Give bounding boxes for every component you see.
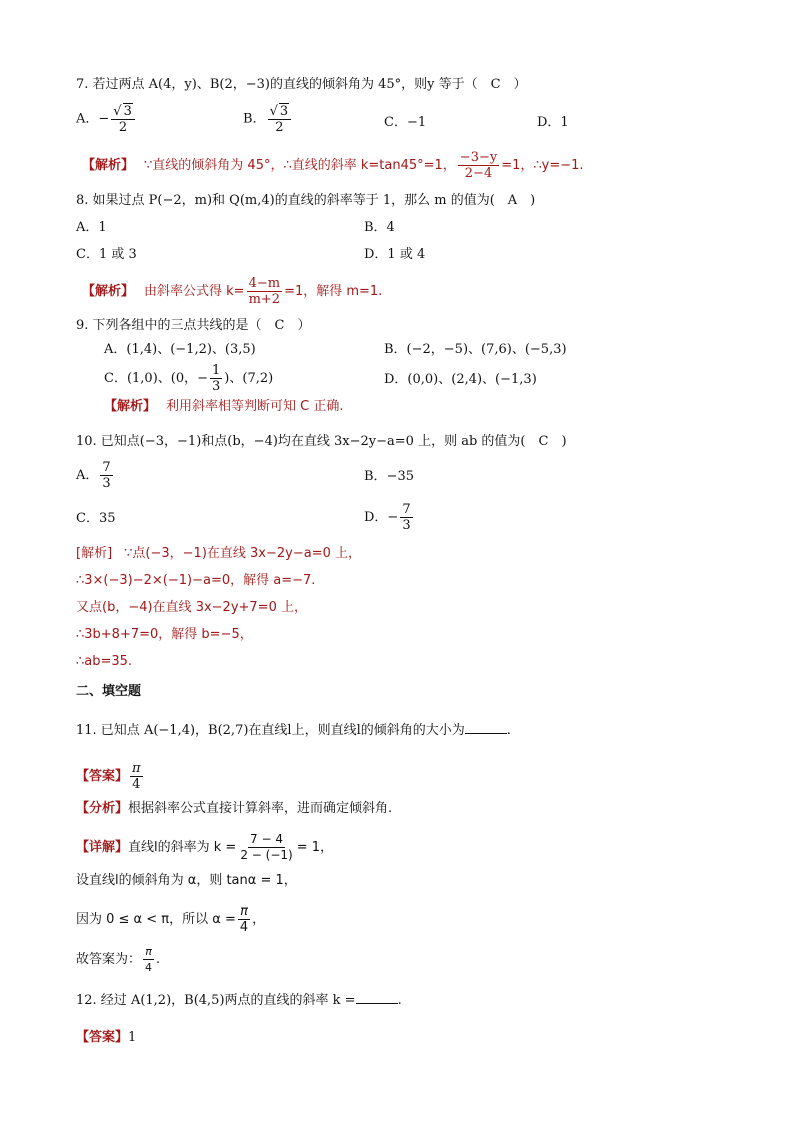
q7-option-d: D．1 — [537, 115, 569, 130]
q12-stem: 12. 经过 A(1,2)，B(4,5)两点的直线的斜率 k = . — [76, 993, 402, 1008]
q10-analysis-3: 又点(b，−4)在直线 3x−2y+7=0 上， — [76, 600, 307, 615]
q11-answer: 【答案】 $\frac{\pi}{4}$ — [76, 761, 141, 792]
q11-detail-3: 因为 0 ≤ α < π，所以 α = $\frac{\pi}{4}$ ， — [76, 904, 266, 935]
q12-answer-blank[interactable] — [356, 991, 398, 1004]
q7-option-c: C．−1 — [384, 115, 427, 130]
q10-option-a: A． $\frac{7}{3}$ — [76, 460, 111, 491]
q11-answer-blank[interactable] — [465, 721, 507, 734]
q10-analysis-1: [解析] ∵点(−3，−1)在直线 3x−2y−a=0 上， — [76, 546, 362, 561]
q7-option-a: A．− $\frac{√ 3}{2}$ — [76, 103, 137, 135]
q9-option-a: A．(1,4)、(−1,2)、(3,5) — [104, 342, 256, 357]
q7-analysis: 【解析】 ∵直线的倾斜角为 45°，∴直线的斜率 k=tan45°=1， $\frac{-3-y}{2-4}$ =1，∴y=−1. — [82, 150, 584, 181]
q8-analysis: 【解析】 由斜率公式得 k= $\frac{4-m}{m+2}$ =1，解得 m=1. — [82, 276, 383, 307]
q8-option-a: A．1 — [76, 220, 107, 235]
q11-detail-4: 故答案为： $\frac{\pi}{4}$ . — [76, 945, 161, 974]
q12-answer: 【答案】1 — [76, 1030, 137, 1045]
q8-stem: 8. 如果过点 P(−2，m)和 Q(m,4)的直线的斜率等于 1，那么 m 的值为( A ) — [76, 193, 536, 208]
q10-analysis-4: ∴3b+8+7=0，解得 b=−5， — [76, 627, 253, 642]
q9-stem: 9. 下列各组中的三点共线的是（ C ） — [76, 318, 311, 333]
q10-analysis-5: ∴ab=35. — [76, 654, 133, 669]
q10-option-c: C．35 — [76, 511, 116, 526]
q8-option-c: C．1 或 3 — [76, 247, 137, 262]
q9-analysis: 【解析】 利用斜率相等判断可知 C 正确. — [104, 399, 344, 414]
q9-option-c: C．(1,0)、(0，− $\frac{1}{3}$ )、(7,2) — [104, 363, 274, 394]
q11-detail-2: 设直线l的倾斜角为 α，则 tanα = 1， — [76, 873, 297, 888]
q10-analysis-2: ∴3×(−3)−2×(−1)−a=0，解得 a=−7. — [76, 573, 316, 588]
q9-option-b: B．(−2，−5)、(7,6)、(−5,3) — [384, 342, 567, 357]
q11-analysis: 【分析】根据斜率公式直接计算斜率，进而确定倾斜角. — [76, 801, 393, 816]
q7-stem: 7. 若过两点 A(4，y)、B(2，−3)的直线的倾斜角为 45°，则y 等于（ C ） — [76, 77, 527, 92]
q8-option-d: D．1 或 4 — [364, 247, 426, 262]
q10-option-b: B．−35 — [364, 469, 414, 484]
q9-option-d: D．(0,0)、(2,4)、(−1,3) — [384, 372, 537, 387]
q11-stem: 11. 已知点 A(−1,4)，B(2,7)在直线l上，则直线l的倾斜角的大小为 . — [76, 723, 511, 738]
q11-detail-1: 【详解】直线l的斜率为 k = $\frac{7 - 4}{2 - (-1)}$ = 1， — [76, 832, 333, 862]
q10-option-d: D．− $\frac{7}{3}$ — [364, 502, 411, 533]
q7-option-b: B． $\frac{√ 3}{2}$ — [243, 103, 293, 135]
q8-option-b: B．4 — [364, 220, 395, 235]
q10-stem: 10. 已知点(−3，−1)和点(b，−4)均在直线 3x−2y−a=0 上，则 ab 的值为( C ) — [76, 434, 567, 449]
section-title: 二、填空题 — [76, 684, 142, 699]
